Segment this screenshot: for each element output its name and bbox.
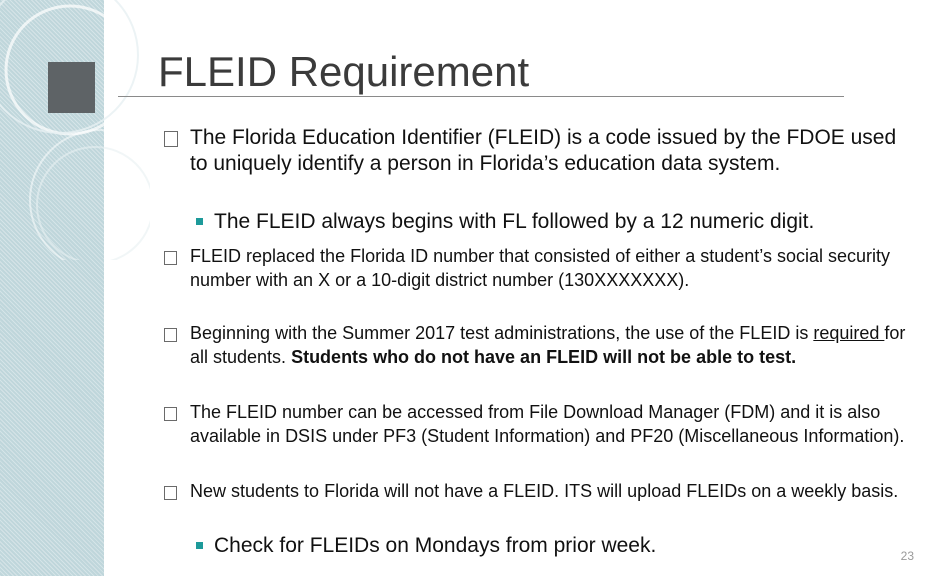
bullet-text: The Florida Education Identifier (FLEID) is a code issued by the FDOE used to uniquely identify a person in Florida’s education data system. <box>190 126 897 175</box>
checkbox-bullet-icon <box>164 321 190 348</box>
bullet-fleid-definition <box>164 125 909 177</box>
bullet-text-part1: Beginning with the Summer 2017 test administrations, the use of the FLEID is <box>190 323 814 343</box>
square-bullet-icon <box>196 542 203 549</box>
checkbox-bullet-icon <box>164 244 190 271</box>
sub-bullet-fleid-format <box>192 209 814 235</box>
square-bullet-icon <box>196 218 203 225</box>
bullet-fleid-required <box>164 321 909 369</box>
bullet-text-part2: for all students. <box>190 323 906 367</box>
decorative-circles <box>0 0 150 260</box>
bullet-text: FLEID replaced the Florida ID number that consisted of either a student’s social security number with an X or a 10-digit district number (130XXXXXXX). <box>190 246 891 290</box>
sub-bullet-check-mondays <box>192 533 656 559</box>
checkbox-bullet-icon <box>164 479 190 506</box>
slide-title: FLEID Requirement <box>158 48 530 95</box>
checkbox-bullet-icon <box>164 400 190 427</box>
bullet-fleid-replaced <box>164 244 909 292</box>
sub-bullet-text: The FLEID always begins with FL followed by a 12 numeric digit. <box>214 210 815 233</box>
bullet-new-students <box>164 479 909 506</box>
required-emphasis: required <box>813 323 885 343</box>
bullet-text: The FLEID number can be accessed from File Download Manager (FDM) and it is also available in DSIS under PF3 (Student Information) and PF20 (Miscellaneous Information). <box>190 402 905 446</box>
bullet-text: New students to Florida will not have a FLEID. ITS will upload FLEIDs on a weekly basis. <box>190 481 899 501</box>
title-divider <box>118 96 844 97</box>
sub-bullet-text: Check for FLEIDs on Mondays from prior week. <box>214 534 657 557</box>
testing-warning: Students who do not have an FLEID will not be able to test. <box>291 347 797 367</box>
checkbox-bullet-icon <box>164 125 190 154</box>
page-number: 23 <box>900 549 914 563</box>
bullet-fleid-access <box>164 400 909 448</box>
bullet-text <box>190 321 909 369</box>
accent-square <box>48 62 95 113</box>
